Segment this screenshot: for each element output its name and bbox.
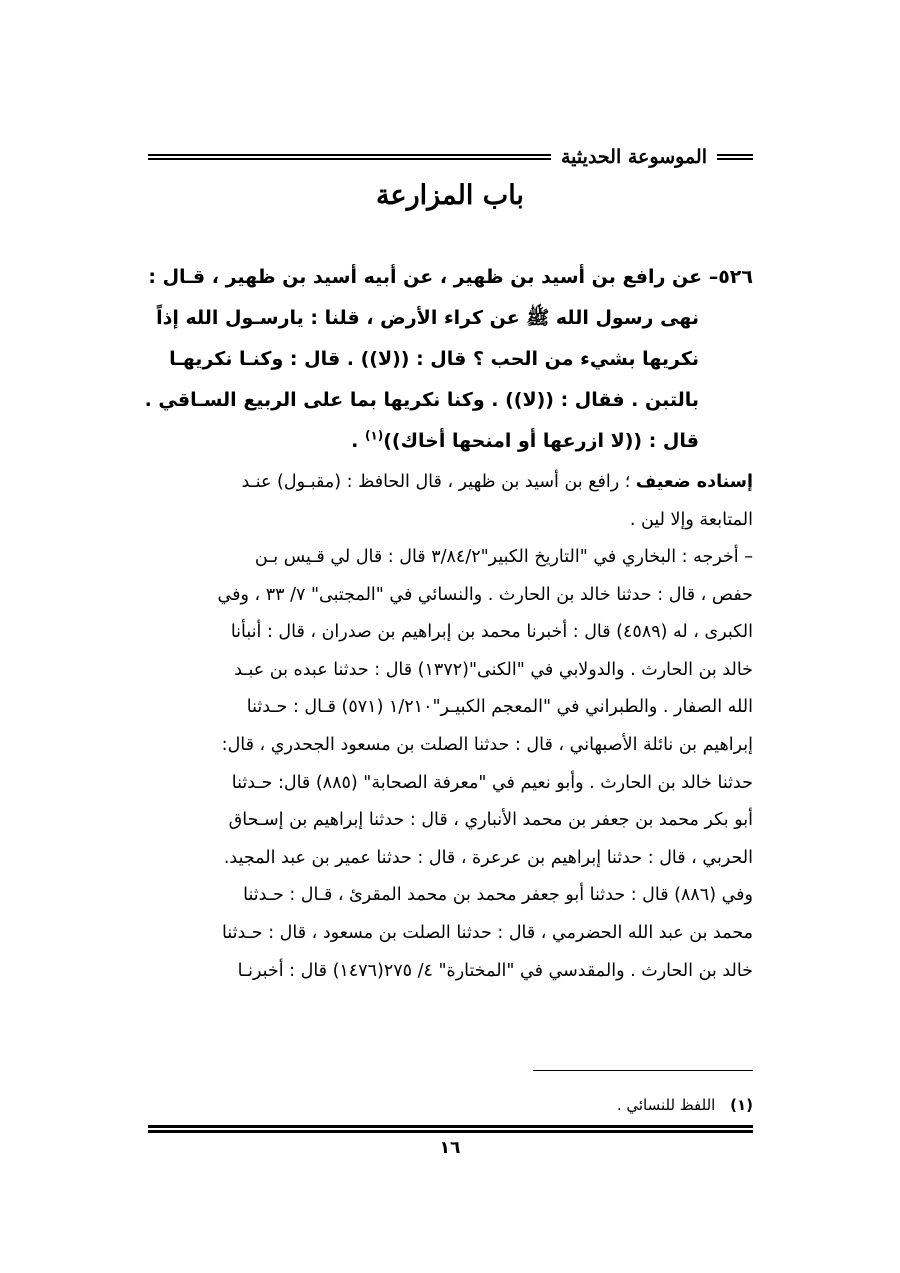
- hadith-line: نكريها بشيء من الحب ؟ قال : ((لا)) . قال : وكنـا نكريهـا: [169, 348, 699, 370]
- grading-label: إسناده ضعيف: [635, 472, 753, 492]
- takhrij-line: خالد بن الحارث . والمقدسي في "المختارة" ٤/ ٢٧٥(١٤٧٦) قال : أخبرنـا: [237, 960, 753, 981]
- grading-line: [148, 463, 753, 501]
- takhrij-line: الكبرى ، له (٤٥٨٩) قال : أخبرنا محمد بن إبراهيم بن صدران ، قال : أنبأنا: [230, 622, 753, 643]
- footnote-separator: [533, 1070, 753, 1071]
- footnote: [148, 1094, 753, 1116]
- takhrij-line: الله الصفار . والطبراني في "المعجم الكبيـر"١/٢١٠ (٥٧١) قـال : حـدثنا: [246, 697, 753, 718]
- hadith-line: ٥٢٦– عن رافع بن أسيد بن ظهير ، عن أبيه أسيد بن ظهير ، قـال :: [148, 266, 753, 288]
- hadith-line: نهى رسول الله ﷺ عن كراء الأرض ، قلنا : يارسـول الله إذاً: [156, 307, 699, 329]
- hadith-line: [148, 421, 753, 462]
- main-text: [144, 257, 753, 990]
- takhrij-line: حفص ، قال : حدثنا خالد بن الحارث . والنسائي في "المجتبى" ٧/ ٣٣ ، وفي: [217, 584, 753, 605]
- takhrij-line: خالد بن الحارث . والدولابي في "الكنى"(١٣٧٢) قال : حدثنا عبده بن عبـد: [234, 659, 753, 680]
- takhrij-line: أبو بكر محمد بن جعفر بن محمد الأنباري ، قال : حدثنا إبراهيم بن إسـحاق: [228, 810, 753, 831]
- takhrij-line: الحربي ، قال : حدثنا إبراهيم بن عرعرة ، قال : حدثنا عمير بن عبد المجيد.: [223, 847, 753, 868]
- footnote-marker: (١): [364, 428, 384, 443]
- chapter-title: باب المزارعة: [376, 180, 524, 211]
- footnote-number: (١): [730, 1096, 753, 1114]
- running-title: الموسوعة الحديثية: [561, 146, 707, 168]
- bottom-rule: [148, 1125, 753, 1135]
- takhrij-line: – أخرجه : البخاري في "التاريخ الكبير"٣/٨٤/٢ قال : قال لي قـيس بـن: [254, 547, 753, 567]
- header-rule-right: [717, 153, 753, 161]
- hadith-line: بالتبن . فقال : ((لا)) . وكنا نكريها بما على الربيع السـاقي .: [144, 389, 699, 411]
- hadith-line-end: .: [351, 430, 365, 452]
- header-rule-left: [148, 153, 551, 161]
- running-header: [148, 140, 753, 174]
- isnad-grading: [148, 463, 753, 539]
- takhrij-line: إبراهيم بن نائلة الأصبهاني ، قال : حدثنا الصلت بن مسعود الجحدري ، قال:: [221, 734, 753, 755]
- takhrij-line: وفي (٨٨٦) قال : حدثنا أبو جعفر محمد بن محمد المقرئ ، قـال : حـدثنا: [243, 885, 753, 906]
- page-number: ١٦: [439, 1138, 461, 1158]
- takhrij-line: محمد بن عبد الله الحضرمي ، قال : حدثنا الصلت بن مسعود ، قال : حـدثنا: [222, 922, 753, 943]
- grading-line: المتابعة وإلا لين .: [629, 510, 753, 530]
- takhrij-line: حدثنا خالد بن الحارث . وأبو نعيم في "معرفة الصحابة" (٨٨٥) قال: حـدثنا: [231, 772, 753, 793]
- hadith-text: [144, 257, 753, 462]
- grading-text: ؛ رافع بن أسيد بن ظهير ، قال الحافظ : (مقبـول) عنـد: [241, 472, 636, 492]
- hadith-last-line: قال : ((لا ازرعها أو امنحها أخاك)): [383, 430, 699, 452]
- takhrij-text: [148, 539, 753, 990]
- footnote-text: اللفظ للنسائي .: [616, 1096, 716, 1114]
